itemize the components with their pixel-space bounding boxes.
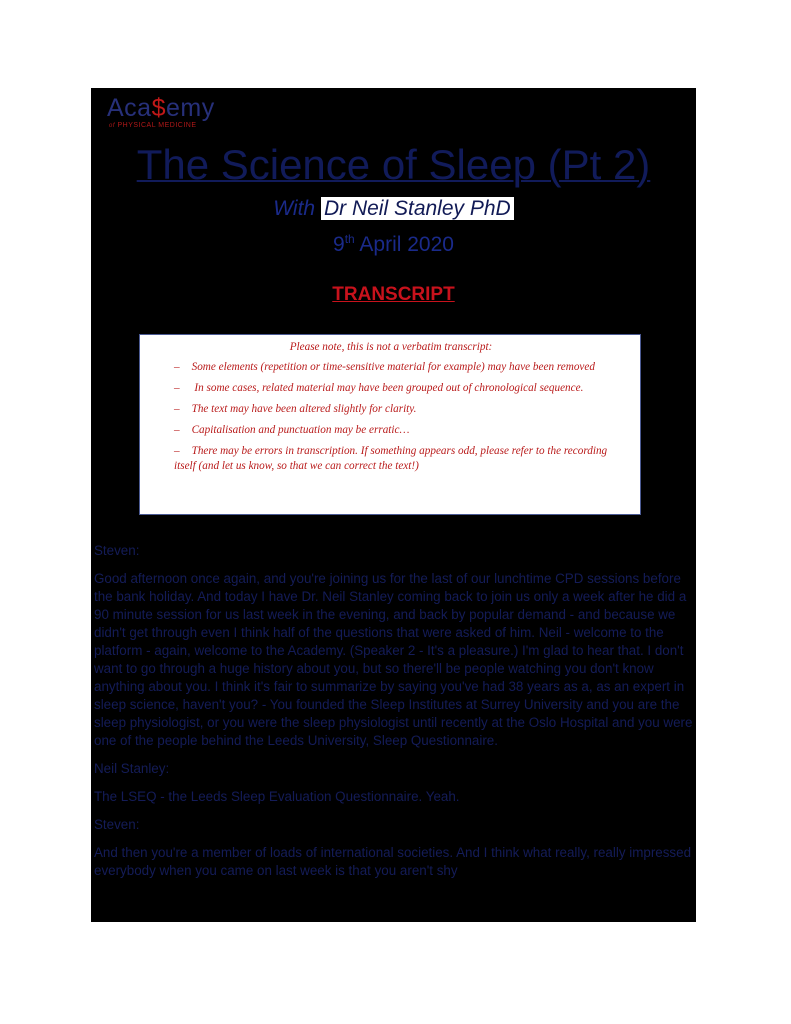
speaker-name: Dr Neil Stanley PhD (321, 197, 514, 220)
transcript-paragraph: The LSEQ - the Leeds Sleep Evaluation Questionnaire. Yeah. (94, 789, 460, 804)
disclaimer-notice (139, 334, 641, 515)
notice-intro: Please note, this is not a verbatim transcript: (289, 341, 493, 353)
notice-item: – Some elements (repetition or time-sensitive material for example) may have been removed (174, 361, 595, 373)
logo-subtitle: of PHYSICAL MEDICINE (109, 122, 197, 129)
logo-caduceus-icon: $ (151, 94, 166, 122)
speaker-label: Steven: (94, 817, 140, 832)
notice-item: – In some cases, related material may have been grouped out of chronological sequence. (174, 382, 584, 394)
transcript-paragraph: And then you're a member of loads of international societies. And I think what really, really impressed everybody when you came on last week is that you aren't shy (94, 845, 692, 878)
notice-item: – There may be errors in transcription. If something appears odd, please refer to the recording itself (and let us know, so that we can correct the text!) (174, 445, 608, 472)
logo-wordmark: Aca$emy (107, 94, 215, 122)
notice-list (174, 360, 628, 474)
document-page (91, 88, 696, 922)
notice-item: – The text may have been altered slightly for clarity. (174, 403, 417, 415)
transcript-paragraph: Good afternoon once again, and you're joining us for the last of our lunchtime CPD sessions before the bank holiday. And today I have Dr. Neil Stanley coming back to join us only a week after he did a 90 minute session for us last week in the evening, and back by popular demand - and because we didn't get through even I think half of the questions that were asked of him. Neil - welcome to the platform - again, welcome to the Academy. (Speaker 2 - It's a pleasure.) I'm glad to hear that. I don't want to go through a huge history about you, but so there'll be people watching you don't know anything about you. I think it's fair to summarize by saying you've had 38 years as a, as an expert in sleep science, haven't you? - You founded the Sleep Institutes at Surrey University and you are the sleep physiologist, or you were the sleep physiologist until recently at the Oslo Hospital and you were one of the people behind the Leeds University, Sleep Questionnaire. (94, 571, 693, 748)
notice-item: – Capitalisation and punctuation may be erratic… (174, 424, 410, 436)
session-date: 9th April 2020 (333, 232, 454, 256)
transcript-heading: TRANSCRIPT (332, 284, 455, 305)
academy-logo (107, 94, 267, 132)
page-title: The Science of Sleep (Pt 2) (136, 141, 651, 188)
speaker-label: Neil Stanley: (94, 761, 170, 776)
with-label: With (273, 197, 316, 220)
subtitle (91, 194, 696, 224)
transcript-body (94, 542, 696, 890)
speaker-label: Steven: (94, 543, 140, 558)
